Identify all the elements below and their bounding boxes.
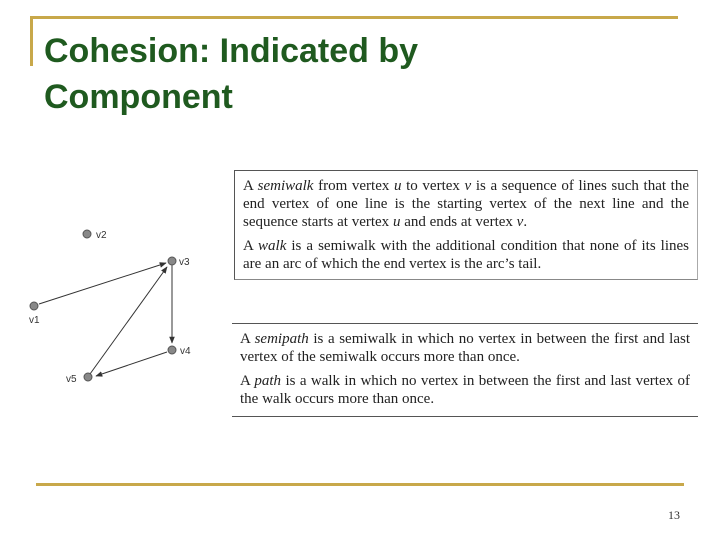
vertex-label-v1: v1	[29, 315, 40, 326]
vertex-label-v2: v2	[96, 230, 107, 241]
term-walk: walk	[258, 238, 287, 254]
arc-v5-v3	[90, 267, 167, 374]
semiwalk-walk-definitions	[234, 170, 698, 280]
frame-bottom-line	[36, 483, 684, 486]
directed-graph	[20, 215, 220, 395]
semiwalk-definition: A semiwalk from vertex u to vertex v is a sequence of lines such that the end vertex of one line is the starting vertex of the next line and the sequence starts at vertex u and ends at vertex v.	[243, 178, 689, 230]
frame-top-line	[30, 16, 678, 19]
term-semiwalk: semiwalk	[257, 178, 314, 194]
term-path: path	[254, 373, 282, 389]
term-semipath: semipath	[254, 331, 309, 347]
page-number: 13	[668, 508, 680, 522]
vertex-v1	[30, 302, 38, 310]
vertex-v4	[168, 346, 176, 354]
vertex-label-v3: v3	[179, 257, 190, 268]
path-definition: A path is a walk in which no vertex in between the first and last vertex of the walk occurs more than once.	[240, 373, 690, 407]
title-line-2: Component	[44, 78, 233, 116]
semipath-definition: A semipath is a semiwalk in which no vertex in between the first and last vertex of the semiwalk occurs more than once.	[240, 331, 690, 365]
vertex-label-v5: v5	[66, 374, 77, 385]
title-line-1: Cohesion: Indicated by	[44, 32, 419, 70]
vertex-v5	[84, 373, 92, 381]
arc-v4-v5	[96, 352, 167, 376]
semipath-path-definitions	[232, 323, 698, 417]
vertex-label-v4: v4	[180, 346, 191, 357]
walk-definition: A walk is a semiwalk with the additional condition that none of its lines are an arc of which the end vertex is the arc’s tail.	[243, 238, 689, 272]
slide-title	[44, 28, 644, 120]
vertex-v3	[168, 257, 176, 265]
frame-left-line	[30, 16, 33, 66]
vertex-v2	[83, 230, 91, 238]
arc-v1-v3	[39, 263, 166, 304]
